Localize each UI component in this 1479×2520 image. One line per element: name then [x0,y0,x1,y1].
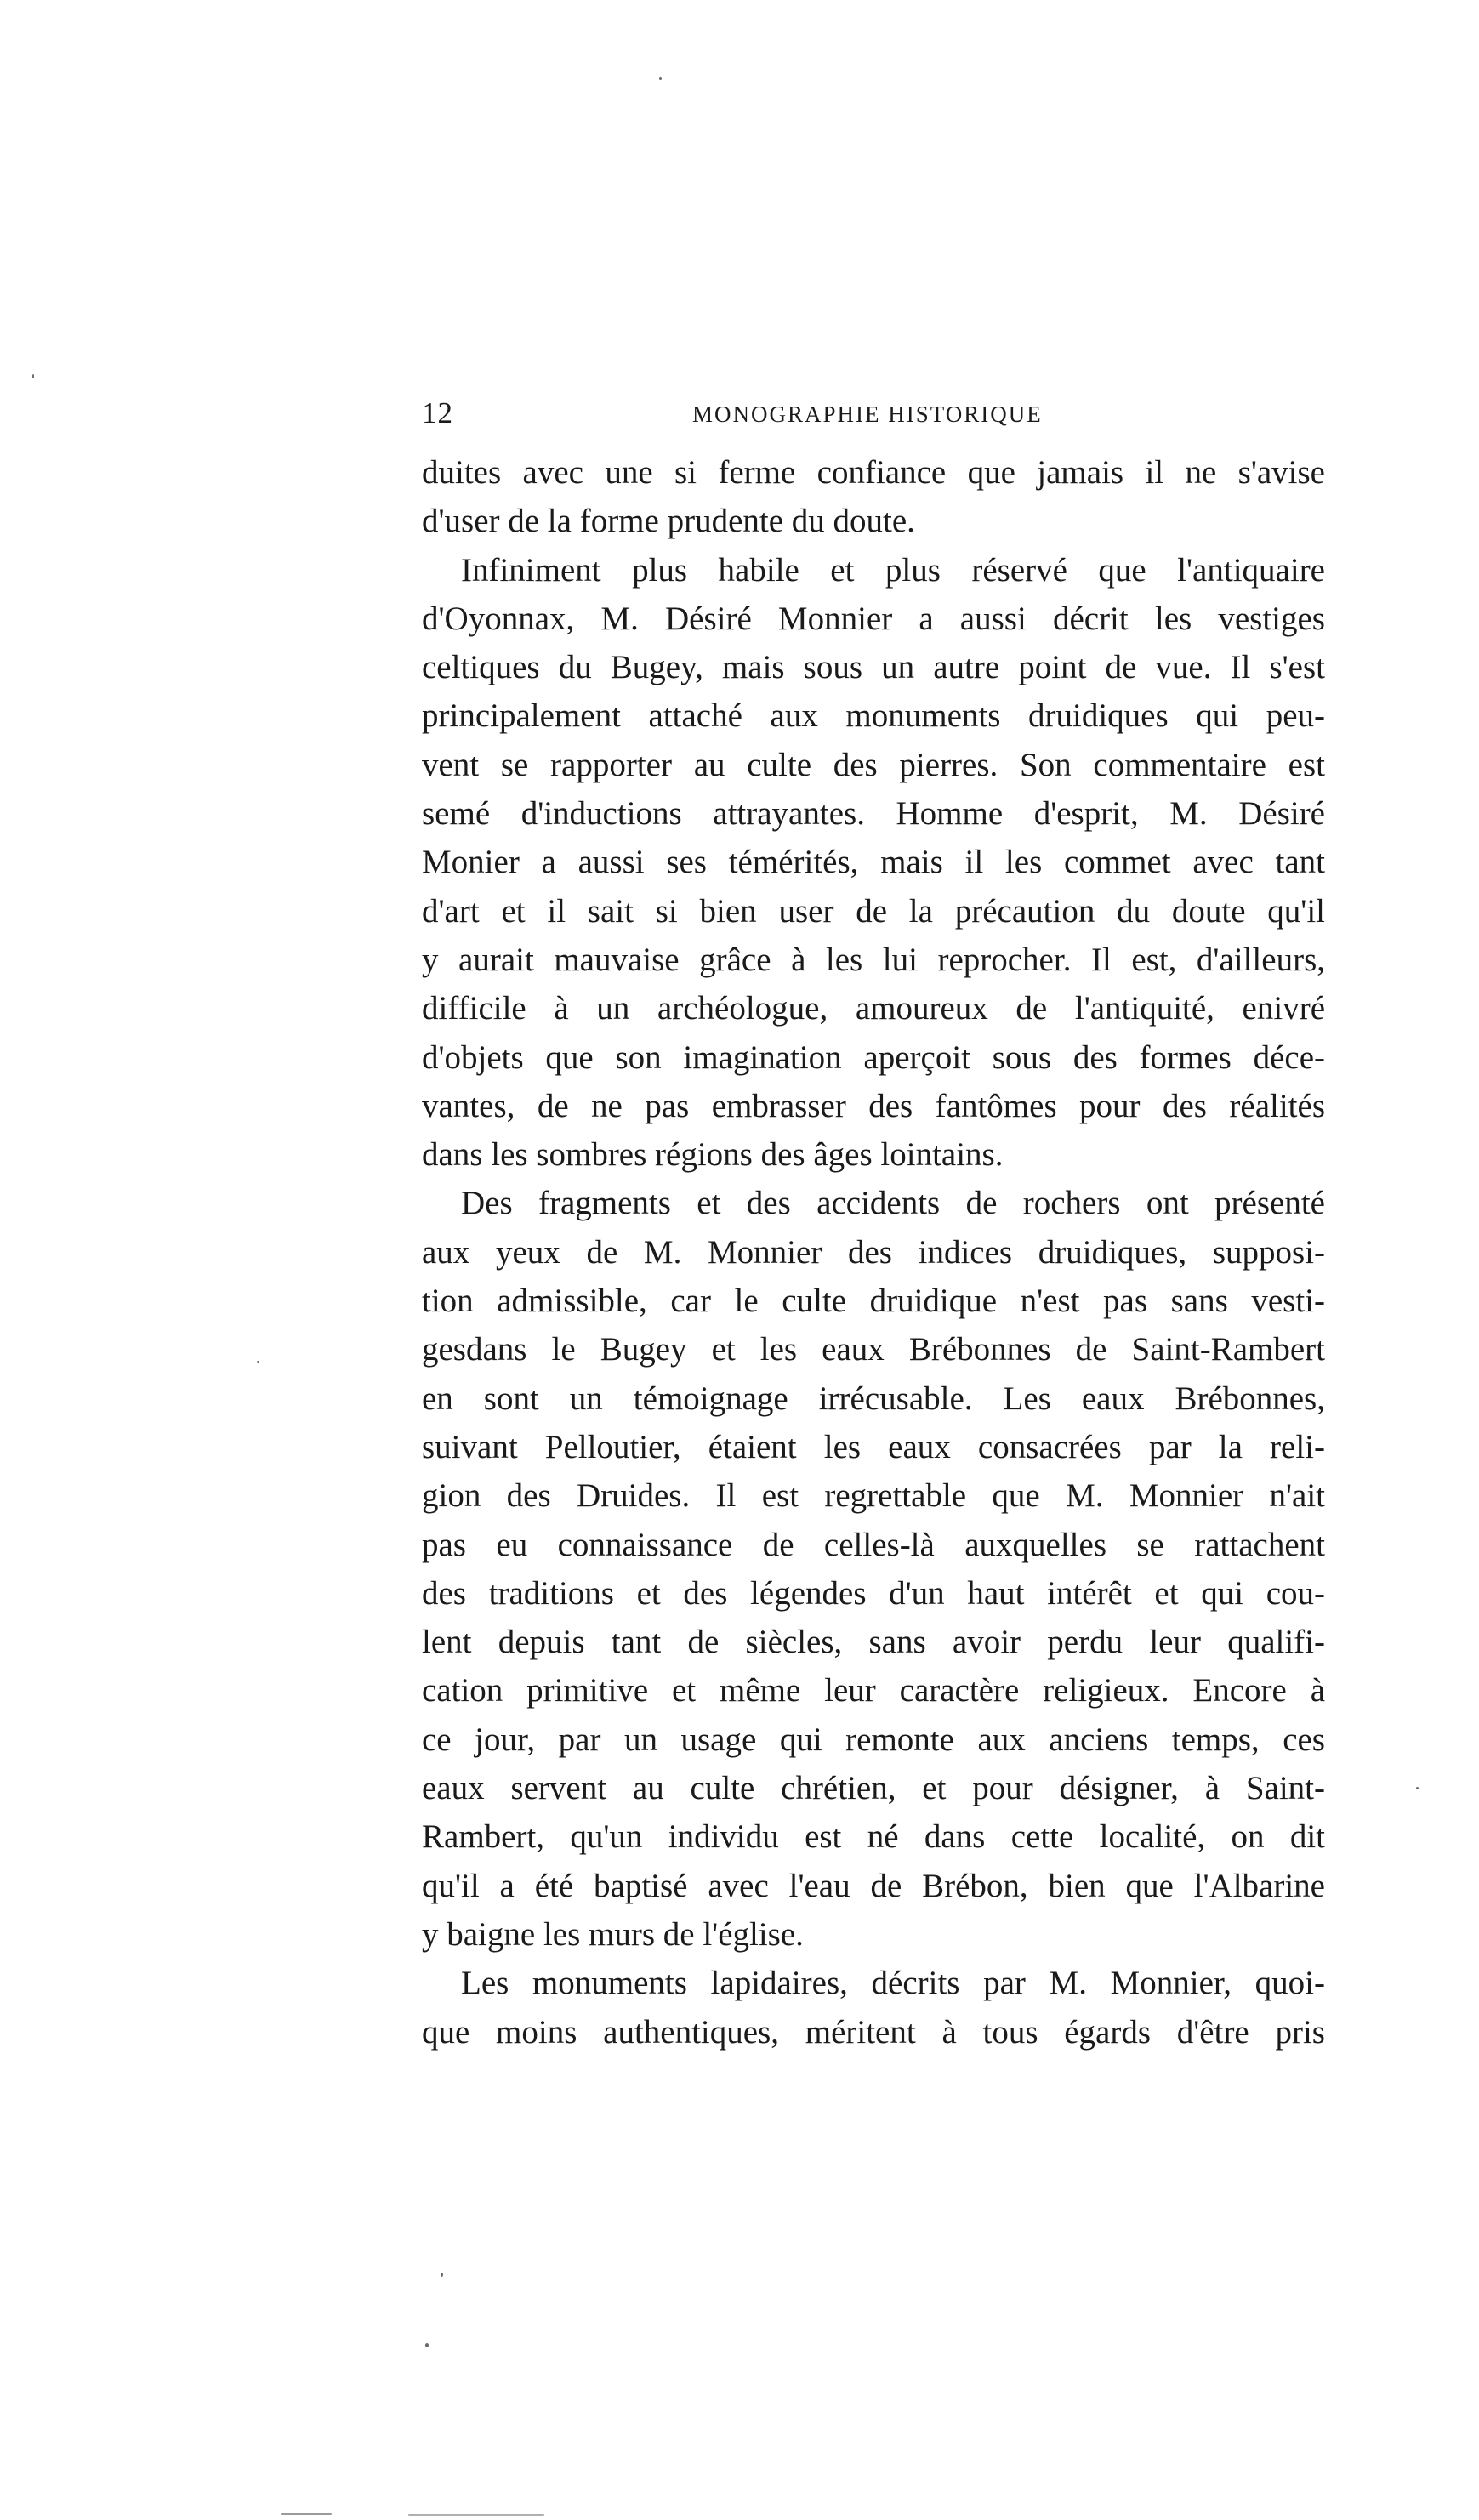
text-line: en sont un témoignage irrécusable. Les eaux Brébonnes, [422,1379,1325,1417]
running-head [422,396,1325,430]
paper-speck [659,77,662,80]
paper-speck [441,2273,443,2277]
text-line: des traditions et des légendes d'un haut intérêt et qui cou- [422,1574,1325,1612]
text-line: duites avec une si ferme confiance que jamais il ne s'avise [422,454,1325,491]
text-line: difficile à un archéologue, amoureux de l'antiquité, enivré [422,990,1325,1027]
text-line: y aurait mauvaise grâce à les lui reprocher. Il est, d'ailleurs, [422,941,1325,978]
text-line: pas eu connaissance de celles-là auxquelles se rattachent [422,1526,1325,1563]
text-line: Des fragments et des accidents de rochers ont présenté [461,1185,1325,1222]
text-line: d'Oyonnax, M. Désiré Monnier a aussi décrit les vestiges [422,600,1325,637]
text-line: celtiques du Bugey, mais sous un autre point de vue. Il s'est [422,649,1325,686]
paper-speck [257,1361,259,1363]
text-line: suivant Pelloutier, étaient les eaux consacrées par la reli- [422,1428,1325,1465]
paper-speck [408,2514,544,2516]
text-line: gesdans le Bugey et les eaux Brébonnes de Saint-Rambert [422,1331,1325,1368]
body-text [422,448,1325,2056]
text-line: que moins authentiques, méritent à tous égards d'être pris [422,2013,1325,2051]
text-line: Les monuments lapidaires, décrits par M. Monnier, quoi- [461,1965,1325,2002]
text-line: vent se rapporter au culte des pierres. Son commentaire est [422,746,1325,783]
text-line: Monier a aussi ses témérités, mais il les commet avec tant [422,844,1325,881]
text-line: y baigne les murs de l'église. [422,1915,804,1953]
text-line: qu'il a été baptisé avec l'eau de Brébon, bien que l'Albarine [422,1867,1325,1904]
text-line: cation primitive et même leur caractère religieux. Encore à [422,1672,1325,1709]
text-line: eaux servent au culte chrétien, et pour désigner, à Saint- [422,1770,1325,1807]
text-line: Infiniment plus habile et plus réservé que l'antiquaire [461,551,1325,589]
paper-speck [32,374,34,378]
text-line: aux yeux de M. Monnier des indices druidiques, supposi- [422,1233,1325,1271]
text-line: semé d'inductions attrayantes. Homme d'esprit, M. Désiré [422,795,1325,833]
page-number: 12 [422,396,453,429]
running-head-title: MONOGRAPHIE HISTORIQUE [692,401,1043,427]
paper-speck [281,2513,332,2515]
text-line: lent depuis tant de siècles, sans avoir perdu leur qualifi- [422,1624,1325,1661]
text-line: ce jour, par un usage qui remonte aux anciens temps, ces [422,1721,1325,1758]
text-line: principalement attaché aux monuments druidiques qui peu- [422,697,1325,735]
text-line: tion admissible, car le culte druidique n'est pas sans vesti- [422,1283,1325,1320]
text-line: d'art et il sait si bien user de la précaution du doute qu'il [422,892,1325,930]
text-line: vantes, de ne pas embrasser des fantômes pour des réalités [422,1087,1325,1124]
text-line: d'objets que son imagination aperçoit sous des formes déce- [422,1038,1325,1076]
text-line: Rambert, qu'un individu est né dans cette localité, on dit [422,1818,1325,1856]
paper-speck [425,2343,429,2347]
text-line: dans les sombres régions des âges lointains. [422,1136,1004,1174]
text-line: d'user de la forme prudente du doute. [422,503,915,540]
paper-speck [1416,1787,1419,1789]
text-line: gion des Druides. Il est regrettable que M. Monnier n'ait [422,1477,1325,1515]
